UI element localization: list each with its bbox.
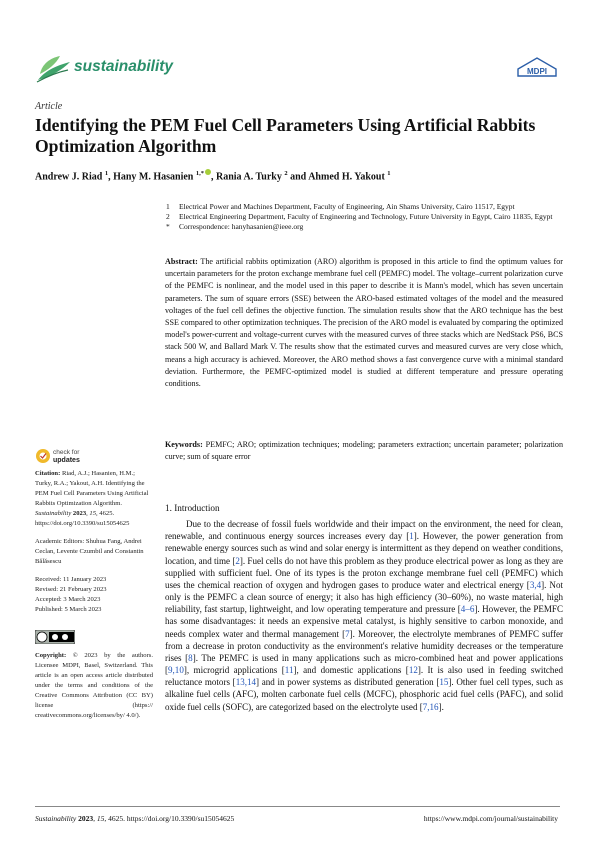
citation-link[interactable]: 7: [345, 628, 350, 639]
citation-doi[interactable]: , 4625. https://doi.org/10.3390/su15054625: [35, 510, 130, 527]
correspondence-text[interactable]: Correspondence: hanyhasanien@ieee.org: [179, 222, 304, 232]
citation-link[interactable]: 13,14: [235, 677, 257, 688]
citation-link[interactable]: 2: [235, 555, 240, 566]
cc-by-license-icon[interactable]: [35, 630, 75, 644]
published-date: Published: 5 March 2023: [35, 606, 102, 613]
updates-label: updates: [53, 457, 80, 464]
editors-block: [35, 537, 153, 567]
sustainability-leaf-icon: [34, 52, 74, 86]
check-for-updates-button[interactable]: [35, 445, 95, 467]
citation-label: Citation:: [35, 470, 61, 477]
paragraph-text: ] and in power systems as distributed generation [: [256, 677, 440, 688]
citation-link[interactable]: 9,10: [168, 665, 184, 676]
article-type: Article: [35, 101, 63, 112]
paper-title: Identifying the PEM Fuel Cell Parameters Using Artificial Rabbits Optimization Algorithm: [35, 115, 536, 156]
article-info-sidebar: [35, 469, 153, 721]
paragraph-text: ].: [438, 701, 444, 712]
paragraph-text: ]. Fuel cells do not have this problem as they produce electrical power as long as they are supplied with sufficient fuel. One of its types is the proton exchange membrane fuel cell (PEMFC) which uses the chemical reaction of oxygen and hydrogen gases to produce water and electrical energy [: [165, 555, 563, 590]
introduction-paragraph: [165, 518, 563, 713]
keywords: [165, 439, 563, 463]
footer-journal-link[interactable]: https://www.mdpi.com/journal/sustainability: [423, 814, 558, 823]
paragraph-text: ]. Moreover, the electrolyte membranes of PEMFC suffer from a decrease in proton conductivity as the environment's relative humidity decreases or the temperature rises [: [165, 628, 563, 663]
copyright-text[interactable]: © 2023 by the authors. Licensee MDPI, Basel, Switzerland. This article is an open access article distributed under the terms and conditions of the Creative Commons Attribution (CC BY) license (https:// creativecommons.org/licenses/by/ 4.0/).: [35, 652, 153, 719]
affiliation-item: [166, 212, 564, 222]
section-heading: 1. Introduction: [165, 503, 220, 513]
paragraph-text: ]. The PEMFC is used in many applications such as micro-combined heat and power applications [: [165, 652, 564, 676]
affiliation-number: 1: [166, 202, 170, 211]
affiliation-number: *: [166, 222, 170, 232]
paragraph-text: ], microgrid applications [: [183, 665, 285, 676]
citation-link[interactable]: 1: [409, 531, 414, 542]
keywords-text: PEMFC; ARO; optimization techniques; modeling; parameters extraction; uncertain parameter; polarization curve; sum of square error: [165, 440, 563, 462]
revised-date: Revised: 21 February 2023: [35, 586, 107, 593]
author-affiliation-mark: 1: [104, 170, 109, 177]
affiliation-item: [166, 202, 564, 212]
author-affiliation-mark: 1: [387, 170, 391, 177]
author-name[interactable]: Ahmed H. Yakout: [308, 171, 385, 183]
footer-volume: 15: [96, 814, 105, 823]
copyright-label: Copyright:: [35, 652, 67, 659]
mdpi-logo-text: MDPI: [527, 67, 547, 76]
affiliations: [166, 202, 564, 233]
citation-link[interactable]: 15: [439, 677, 449, 688]
paragraph-text: ], and domestic applications [: [293, 665, 409, 676]
journal-name[interactable]: sustainability: [74, 58, 174, 75]
affiliation-text: Electrical Engineering Department, Faculty of Engineering and Technology, Future University in Egypt, Cairo 11835, Egypt: [179, 212, 553, 222]
orcid-icon[interactable]: [205, 169, 211, 175]
paragraph-text: ]. Not only is the PEMFC a clean source of energy; it also has high efficiency (30–60%), no waste material, high reliability, fast startup, lightweight, and low operating temperature and pressure [: [165, 579, 563, 615]
citation-journal: Sustainability: [35, 510, 72, 517]
paragraph-text: Due to the decrease of fossil fuels worldwide and their impact on the environment, the need for clean, renewable, and continuous energy sources increases every day [: [165, 519, 563, 542]
citation-volume: 15: [89, 510, 96, 517]
academic-editors: Academic Editors: Shuhua Fang, Andrei Ceclan, Levente Czumbil and Constantin Bălăsescu: [35, 538, 144, 565]
footer-doi-link[interactable]: , 4625. https://doi.org/10.3390/su15054625: [104, 814, 235, 823]
citation-link[interactable]: 11: [284, 665, 294, 676]
paragraph-text: ]. It is also used in feeding switched reluctance motors [: [165, 665, 563, 688]
copyright-block: [35, 651, 153, 721]
footer-divider: [35, 806, 560, 807]
received-date: Received: 11 January 2023: [35, 576, 107, 583]
paragraph-text: ]. However, the power generation from renewable energy sources such as wind and solar energy is intermittent as they depend on weather conditions, location, and time [: [165, 531, 563, 566]
author-name[interactable]: Hany M. Hasanien: [113, 171, 194, 183]
affiliation-text: Electrical Power and Machines Department, Faculty of Engineering, Ain Shams University, Cairo 11517, Egypt: [179, 202, 515, 211]
citation-year: 2023: [72, 510, 87, 517]
affiliation-number: 2: [166, 212, 170, 222]
citation-text: Riad, A.J.; Hasanien, H.M.; Turky, R.A.; Yakout, A.H. Identifying the PEM Fuel Cell Parameters Using Artificial Rabbits Optimization Algorithm.: [35, 470, 149, 507]
abstract-label: Abstract:: [165, 257, 198, 266]
author-list: Andrew J. Riad $^1$, Hany M. Hasanien $^{1,*}$ , Rania A. Turky $^2$ and Ahmed H. Yakout $^1$: [35, 170, 391, 183]
citation-link[interactable]: 8: [188, 652, 193, 663]
author-affiliation-mark: 1,*: [195, 170, 204, 177]
citation-block: Citation: Riad, A.J.; Hasanien, H.M.; Turky, R.A.; Yakout, A.H. Identifying the PEM Fuel Cell Parameters Using Artificial Rabbits Optimization Algorithm. Sustainability 2023, 15, 4625. https://doi.org/10.3390/su15054625: [35, 470, 149, 527]
affiliation-item: [166, 222, 564, 232]
paragraph-text: ]. However, the PEMFC has some disadvantages: it needs an expensive metal catalyst, is highly sensitive to carbon monoxide, and needs complex water and thermal management [: [165, 604, 563, 639]
footer-year: 2023: [78, 814, 94, 823]
mdpi-logo-icon[interactable]: [516, 57, 558, 77]
abstract-text: The artificial rabbits optimization (ARO) algorithm is proposed in this article to find the optimum values for uncertain parameters for the proton exchange membrane fuel cell (PEMFC) model. The voltage–current polarization curve of the PEMFC is nonlinear, and the model used in this paper to describe it is Mann's model, which has seven uncertain parameters. The sum of square errors (SSE) between the ARO-based estimated voltages of the model and the measured voltages of the fuel cell defines the objective function. The simulation results show that the ARO technique has the best SSE compared to other optimization techniques. The precision of the ARO model is evaluated by comparing the optimized model's power-current and voltage-current curves with the measured curves of three stacks which are NedStack PS6, BCS stack 500 W, and Ballard Mark V. The results show that the estimated curves and measured curves are very close which, means a high accuracy is achieved. Moreover, the ARO method shows a fast convergence curve with a minimal standard deviation. Furthermore, the PEMFC-optimized model is studied at different temperature and pressure operating conditions.: [165, 257, 563, 389]
check-label: check for: [53, 449, 80, 456]
author-name[interactable]: Andrew J. Riad: [35, 171, 103, 183]
citation-link[interactable]: 4–6: [460, 604, 475, 615]
dates-block: [35, 575, 153, 615]
author-name[interactable]: Rania A. Turky: [216, 171, 282, 183]
paragraph-text: ]. Other fuel cell types, such as alkaline fuel cells (AFC), molten carbonate fuel cells (MCFC), phosphoric acid fuel cells (PAFC), and solid oxide fuel cells (SOFC), are categorized based on the electrolyte used [: [165, 677, 563, 712]
citation-link[interactable]: 7,16: [422, 701, 439, 712]
citation-link[interactable]: 12: [408, 665, 418, 676]
accepted-date: Accepted: 3 March 2023: [35, 596, 101, 603]
footer-journal: Sustainability: [35, 814, 77, 823]
footer-citation: Sustainability 2023, 15, 4625. https://doi.org/10.3390/su15054625: [35, 814, 235, 823]
author-affiliation-mark: 2: [284, 170, 288, 177]
keywords-label: Keywords:: [165, 440, 203, 449]
citation-link[interactable]: 3,4: [529, 579, 542, 590]
abstract: [165, 256, 563, 390]
